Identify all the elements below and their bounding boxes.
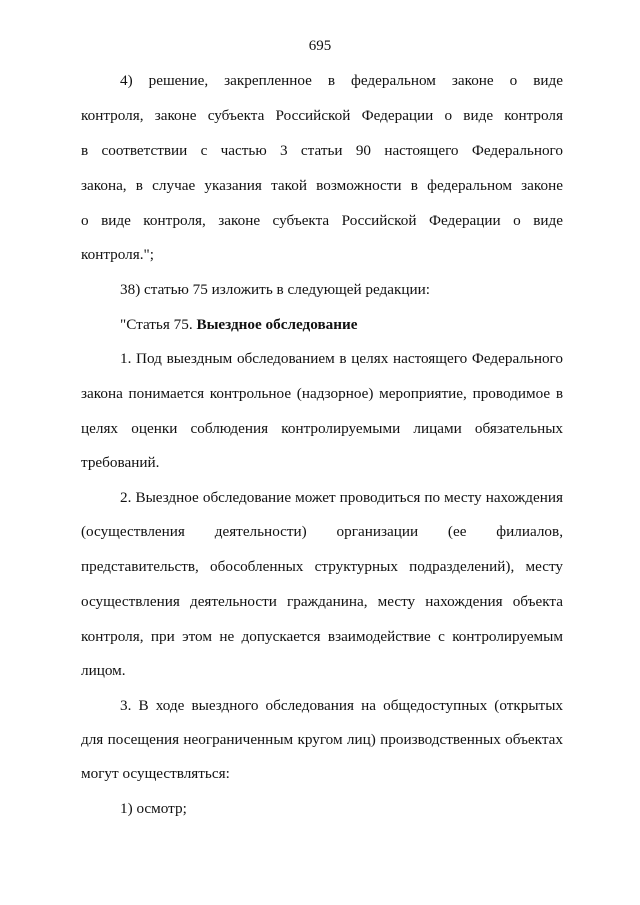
text-line: 1) осмотр; (120, 800, 187, 817)
text-line: могут осуществляться: (81, 765, 230, 782)
text-line: 4) решение, закрепленное в федеральном законе о виде (120, 72, 563, 89)
text-line: (осуществления деятельности) организации (ее филиалов, (81, 523, 563, 540)
text-line: представительств, обособленных структурных подразделений), месту (81, 558, 563, 575)
article-heading-number: "Статья 75. (120, 316, 197, 333)
text-line: о виде контроля, законе субъекта Российской Федерации о виде (81, 212, 563, 229)
text-line: 1. Под выездным обследованием в целях настоящего Федерального (120, 350, 563, 367)
text-line: 3. В ходе выездного обследования на общедоступных (открытых (120, 697, 563, 714)
text-line: для посещения неограниченным кругом лиц) производственных объектах (81, 731, 563, 748)
text-line: 38) статью 75 изложить в следующей редакции: (120, 281, 430, 298)
page-number: 695 (308, 38, 332, 54)
text-line: лицом. (81, 662, 126, 679)
text-line: целях оценки соблюдения контролируемыми лицами обязательных (81, 420, 563, 437)
text-line: контроля, законе субъекта Российской Федерации о виде контроля (81, 107, 563, 124)
text-line: закона, в случае указания такой возможности в федеральном законе (81, 177, 563, 194)
text-line: контроля."; (81, 246, 154, 263)
text-line: контроля, при этом не допускается взаимодействие с контролируемым (81, 628, 563, 645)
text-line: осуществления деятельности гражданина, месту нахождения объекта (81, 593, 563, 610)
text-line: 2. Выездное обследование может проводиться по месту нахождения (120, 489, 563, 506)
article-heading-title: Выездное обследование (196, 316, 358, 333)
text-line: требований. (81, 454, 160, 471)
article-heading (120, 316, 563, 334)
text-line: в соответствии с частью 3 статьи 90 настоящего Федерального (81, 142, 563, 159)
text-line: закона понимается контрольное (надзорное) мероприятие, проводимое в (81, 385, 563, 402)
